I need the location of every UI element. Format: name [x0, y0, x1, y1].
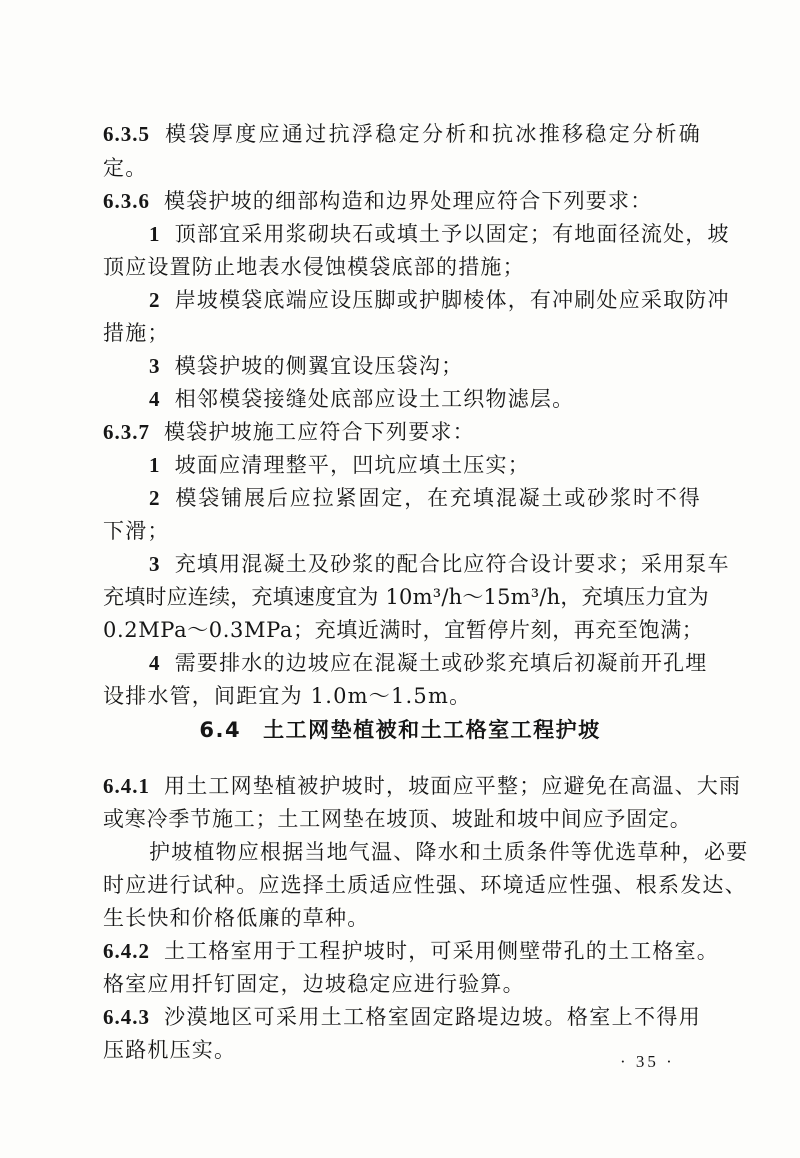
- item-number: 1: [149, 222, 161, 246]
- item-text: 需要排水的边坡应在混凝土或砂浆充填后初凝前开孔埋: [174, 651, 708, 675]
- item-6-3-6-1-line-2: 顶应设置防止地表水侵蚀模袋底部的措施；: [103, 255, 525, 279]
- clause-number: 6.3.6: [103, 189, 150, 213]
- item-6-3-7-1: [149, 447, 701, 483]
- clause-text: 沙漠地区可采用土工格室固定路堤边坡。格室上不得用: [164, 1005, 701, 1029]
- item-6-3-7-2-line-1: [149, 480, 701, 516]
- item-text: 顶部宜采用浆砌块石或填土予以固定；有地面径流处，坡: [174, 222, 730, 246]
- clause-6-4-1-line-2: 或寒冷季节施工；土工网垫在坡顶、坡趾和坡中间应予固定。: [103, 807, 692, 831]
- item-number: 2: [149, 288, 161, 312]
- clause-number: 6.4.2: [103, 939, 150, 963]
- item-6-3-6-2-line-1: [149, 282, 730, 318]
- item-6-3-7-4-line-2: 设排水管，间距宜为 1.0m～1.5m。: [103, 684, 472, 708]
- item-6-3-6-4: [149, 381, 701, 417]
- item-text: 相邻模袋接缝处底部应设土工织物滤层。: [174, 387, 575, 411]
- clause-6-3-5-line-2: 定。: [103, 156, 148, 180]
- item-text: 坡面应清理整平，凹坑应填土压实；: [174, 453, 530, 477]
- item-text: 充填用混凝土及砂浆的配合比应符合设计要求；采用泵车: [174, 552, 730, 576]
- clause-text: 用土工网垫植被护坡时，坡面应平整；应避免在高温、大雨: [164, 774, 742, 798]
- clause-text: 模袋护坡施工应符合下列要求：: [164, 420, 475, 444]
- item-number: 2: [149, 486, 161, 510]
- item-number: 4: [149, 387, 161, 411]
- clause-text: 土工格室用于工程护坡时，可采用侧壁带孔的土工格室。: [164, 939, 719, 963]
- clause-6-4-1-line-1: [103, 768, 742, 804]
- clause-6-4-3-line-1: [103, 999, 701, 1035]
- clause-number: 6.4.3: [103, 1005, 150, 1029]
- item-text: 模袋铺展后应拉紧固定，在充填混凝土或砂浆时不得: [174, 486, 701, 510]
- clause-6-4-1-paragraph-line-1: 护坡植物应根据当地气温、降水和土质条件等优选草种，必要: [149, 840, 749, 864]
- item-6-3-7-3-line-3: 0.2MPa～0.3MPa；充填近满时，宜暂停片刻，再充至饱满；: [103, 618, 704, 642]
- clause-6-4-1-paragraph-line-3: 生长快和价格低廉的草种。: [103, 906, 370, 930]
- item-6-3-7-4-line-1: [149, 645, 708, 681]
- clause-6-4-1-paragraph-line-2: 时应进行试种。应选择土质适应性强、环境适应性强、根系发达、: [103, 873, 747, 897]
- item-6-3-7-3-line-1: [149, 546, 730, 582]
- item-text: 模袋护坡的侧翼宜设压袋沟；: [174, 354, 464, 378]
- item-number: 4: [149, 651, 161, 675]
- clause-number: 6.4.1: [103, 774, 150, 798]
- section-heading-6-4: [0, 712, 800, 748]
- item-number: 1: [149, 453, 161, 477]
- clause-6-4-2-line-2: 格室应用扦钉固定，边坡稳定应进行验算。: [103, 972, 525, 996]
- heading-title: 土工网垫植被和土工格室工程护坡: [263, 718, 601, 742]
- clause-text: 模袋护坡的细部构造和边界处理应符合下列要求：: [164, 189, 653, 213]
- item-text: 岸坡模袋底端应设压脚或护脚棱体，有冲刷处应采取防冲: [174, 288, 730, 312]
- clause-number: 6.3.5: [103, 122, 150, 146]
- item-6-3-6-1-line-1: [149, 216, 730, 252]
- clause-6-3-7-title: [103, 414, 701, 450]
- clause-text: 模袋厚度应通过抗浮稳定分析和抗冰推移稳定分析确: [164, 122, 701, 146]
- clause-6-4-2-line-1: [103, 933, 719, 969]
- clause-number: 6.3.7: [103, 420, 150, 444]
- clause-6-3-5-line-1: [103, 116, 701, 152]
- item-6-3-6-2-line-2: 措施；: [103, 321, 170, 345]
- item-6-3-7-3-line-2: 充填时应连续，充填速度宜为 10m³/h～15m³/h，充填压力宜为: [103, 585, 709, 609]
- item-6-3-7-2-line-2: 下滑；: [103, 519, 170, 543]
- item-6-3-6-3: [149, 348, 701, 384]
- clause-6-4-3-line-2: 压路机压实。: [103, 1038, 237, 1062]
- item-number: 3: [149, 552, 161, 576]
- heading-number: 6.4: [199, 718, 242, 742]
- clause-6-3-6-title: [103, 183, 701, 219]
- item-number: 3: [149, 354, 161, 378]
- page-number: · 35 ·: [620, 1052, 675, 1071]
